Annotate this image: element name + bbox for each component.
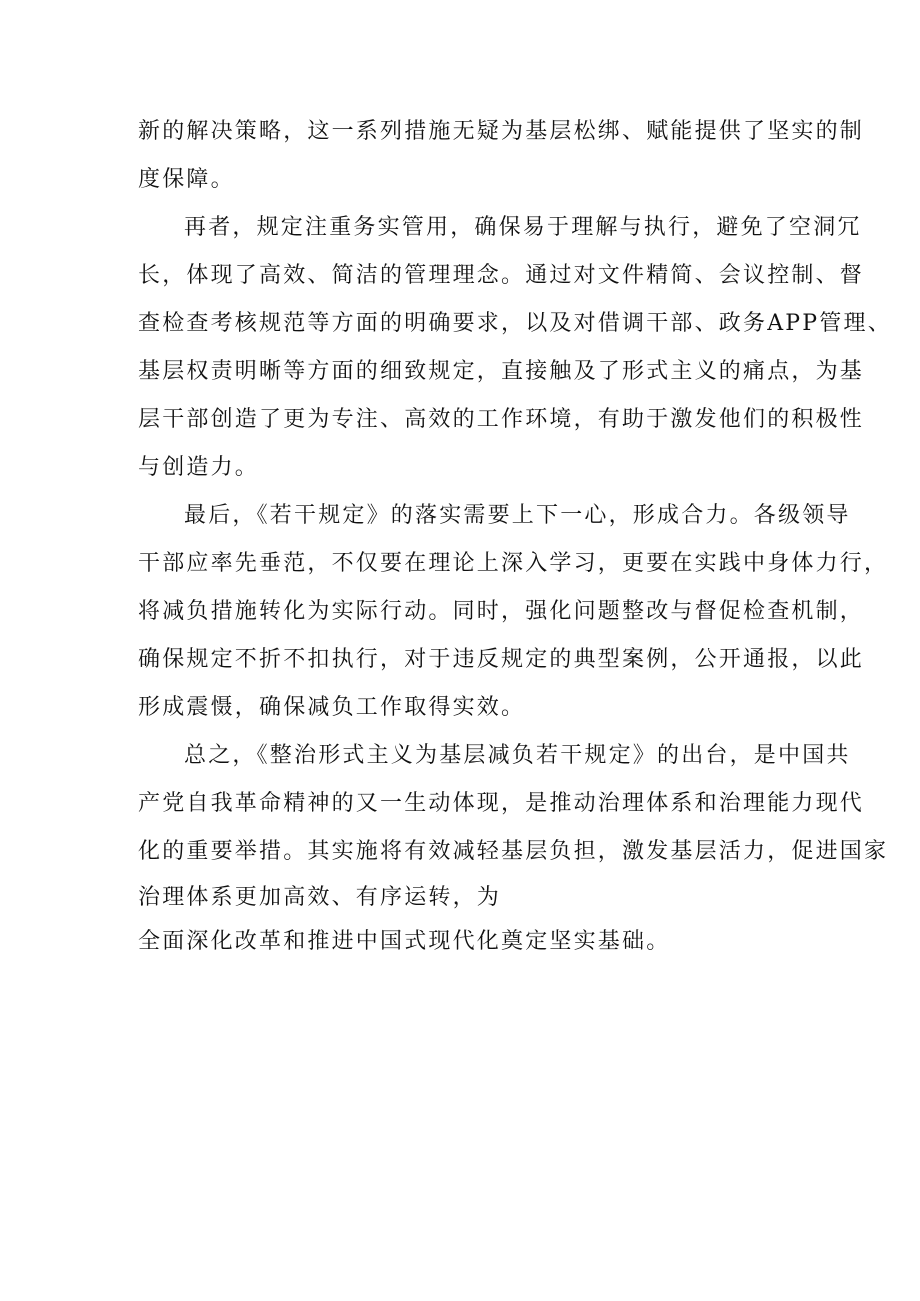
paragraph-line: 将减负措施转化为实际行动。同时，强化问题整改与督促检查机制， <box>138 599 865 624</box>
paragraph-line: 新的解决策略，这一系列措施无疑为基层松绑、赋能提供了坚实的制 <box>138 119 865 144</box>
paragraph-3 <box>138 492 889 732</box>
paragraph-line: 与创造力。 <box>138 455 260 480</box>
paragraph-4 <box>138 732 889 964</box>
paragraph-2 <box>138 204 892 492</box>
paragraph-line: 治理体系更加高效、有序运转，为 <box>138 885 502 910</box>
paragraph-line: 总之，《整治形式主义为基层减负若干规定》的出台，是中国共 <box>184 743 851 768</box>
paragraph-line: 化的重要举措。其实施将有效减轻基层负担，激发基层活力，促进国家 <box>138 839 889 864</box>
paragraph-line: 形成震慑，确保减负工作取得实效。 <box>138 695 526 720</box>
paragraph-line: 层干部创造了更为专注、高效的工作环境，有助于激发他们的积极性 <box>138 407 865 432</box>
paragraph-line: 全面深化改革和推进中国式现代化奠定坚实基础。 <box>138 929 671 954</box>
paragraph-line: 产党自我革命精神的又一生动体现，是推动治理体系和治理能力现代 <box>138 791 865 816</box>
paragraph-line: 查检查考核规范等方面的明确要求，以及对借调干部、政务APP管理、 <box>138 311 892 336</box>
document-body <box>138 108 892 964</box>
paragraph-line: 长，体现了高效、简洁的管理理念。通过对文件精简、会议控制、督 <box>138 263 865 288</box>
paragraph-line: 再者，规定注重务实管用，确保易于理解与执行，避免了空洞冗 <box>184 215 862 240</box>
paragraph-line: 度保障。 <box>138 167 235 192</box>
paragraph-line: 确保规定不折不扣执行，对于违反规定的典型案例，公开通报，以此 <box>138 647 865 672</box>
paragraph-1 <box>138 108 865 204</box>
paragraph-line: 基层权责明晰等方面的细致规定，直接触及了形式主义的痛点，为基 <box>138 359 865 384</box>
paragraph-line: 最后，《若干规定》的落实需要上下一心，形成合力。各级领导 <box>184 503 851 528</box>
paragraph-line: 干部应率先垂范，不仅要在理论上深入学习，更要在实践中身体力行， <box>138 551 889 576</box>
